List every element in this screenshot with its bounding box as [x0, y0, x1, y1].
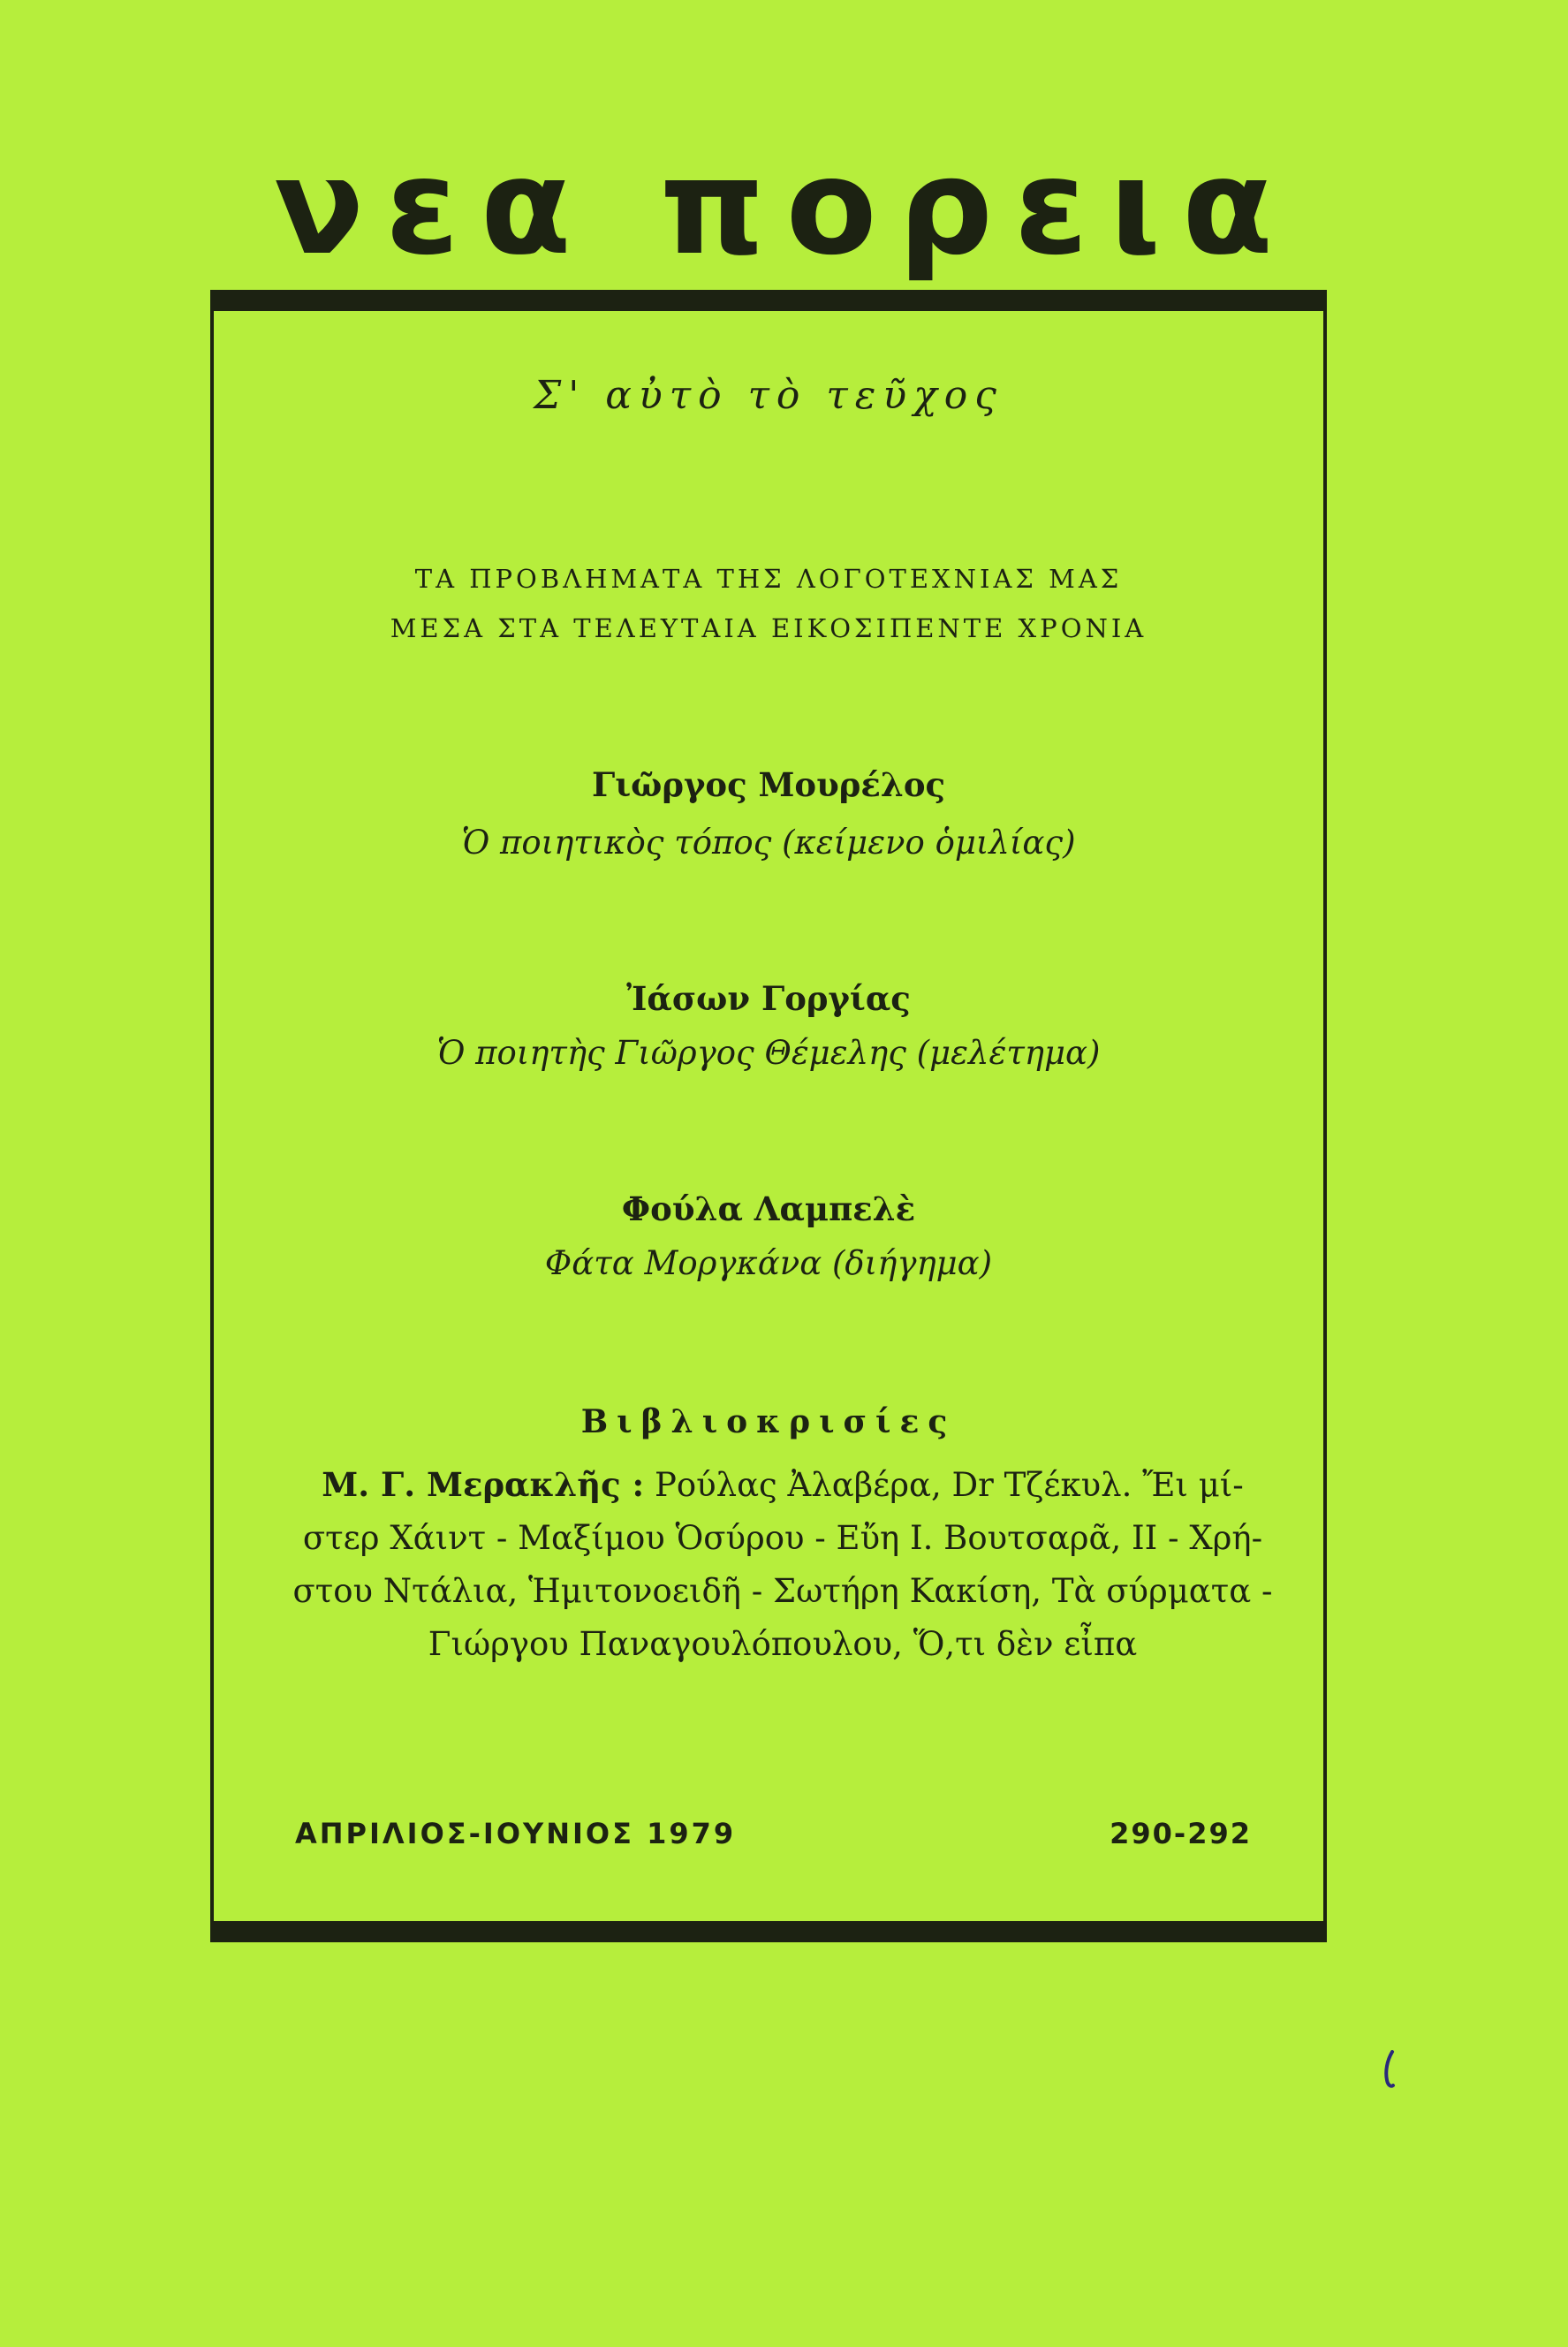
- reviews-heading: Βιβλιοκρισίες: [580, 1403, 957, 1440]
- entry-author: Γιῶργος Μουρέλος: [591, 765, 946, 804]
- theme-line-1: ΤΑ ΠΡΟΒΛΗΜΑΤΑ ΤΗΣ ΛΟΓΟΤΕΧΝΙΑΣ ΜΑΣ: [414, 564, 1123, 594]
- review-line: στου Ντάλια, Ἡμιτονοειδῆ - Σωτήρη Κακίση, Τὰ σύρματα -: [292, 1572, 1273, 1610]
- review-text: Ρούλας Ἀλαβέρα, Dr Τζέκυλ. Ἔι μί-: [654, 1466, 1244, 1504]
- entry-work: Ὁ ποιητικὸς τόπος (κείμενο ὁμιλίας): [461, 824, 1076, 862]
- review-line: [281, 1458, 1284, 1512]
- entry-work: Ὁ ποιητὴς Γιῶργος Θέμελης (μελέτημα): [436, 1034, 1101, 1072]
- review-line: στερ Χάιντ - Μαξίμου Ὁσύρου - Εὔη Ι. Βουτσαρᾶ, ΙΙ - Χρή-: [302, 1519, 1263, 1557]
- bottom-rule: [210, 1921, 1327, 1942]
- reviewer-name: Μ. Γ. Μερακλῆς :: [322, 1465, 645, 1504]
- entry-author: Φούλα Λαμπελὲ: [621, 1189, 916, 1228]
- issue-date: ΑΠΡΙΛΙΟΣ-ΙΟΥΝΙΟΣ 1979: [295, 1817, 737, 1850]
- issue-number: 290-292: [1110, 1817, 1252, 1850]
- entry-work: Φάτα Μοργκάνα (διήγημα): [544, 1244, 993, 1282]
- issue-heading: Σ' αὐτὸ τὸ τεῦχος: [534, 373, 1004, 418]
- reviews-body: [281, 1458, 1284, 1671]
- theme-line-2: ΜΕΣΑ ΣΤΑ ΤΕΛΕΥΤΑΙΑ ΕΙΚΟΣΙΠΕΝΤΕ ΧΡΟΝΙΑ: [390, 613, 1148, 643]
- top-rule: [210, 290, 1327, 311]
- contents-frame: [210, 290, 1327, 1921]
- review-line: Γιώργου Παναγουλόπουλου, Ὅ,τι δὲν εἶπα: [428, 1625, 1138, 1663]
- masthead-title: νεα πορεια: [273, 131, 1294, 285]
- pen-mark-icon: [1383, 2050, 1396, 2089]
- entry-author: Ἰάσων Γοργίας: [626, 979, 911, 1018]
